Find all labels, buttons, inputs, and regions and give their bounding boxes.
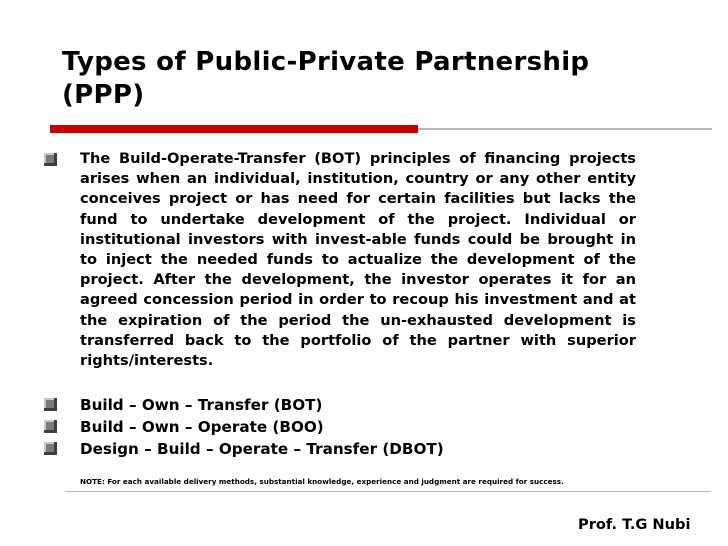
footer-divider-line: [66, 491, 710, 492]
square-bullet-icon: [44, 153, 57, 166]
list-item-boo: Build – Own – Operate (BOO): [80, 418, 324, 436]
footnote-note: NOTE: For each available delivery methods, substantial knowledge, experience and judgment are required for success.: [80, 477, 564, 486]
bot-description-paragraph: The Build-Operate-Transfer (BOT) principles of financing projects arises when an individual, institution, country or any other entity conceives project or has need for certain facilities but lacks the fund to undertake development of the project. Individual or institutional investors with invest-able funds could be brought in to inject the needed funds to actualize the development of the project. After the development, the investor operates it for an agreed concession period in order to recoup his investment and at the expiration of the period the un-exhausted development is transferred back to the portfolio of the partner with superior rights/interests.: [80, 150, 636, 370]
square-bullet-icon: [44, 442, 57, 455]
author-credit: Prof. T.G Nubi: [578, 516, 691, 533]
square-bullet-icon: [44, 398, 57, 411]
square-bullet-icon: [44, 420, 57, 433]
slide-title: Types of Public-Private Partnership (PPP): [62, 47, 590, 110]
list-item-dbot: Design – Build – Operate – Transfer (DBOT): [80, 440, 444, 458]
title-accent-bar: [50, 125, 418, 133]
list-item-bot: Build – Own – Transfer (BOT): [80, 396, 323, 414]
